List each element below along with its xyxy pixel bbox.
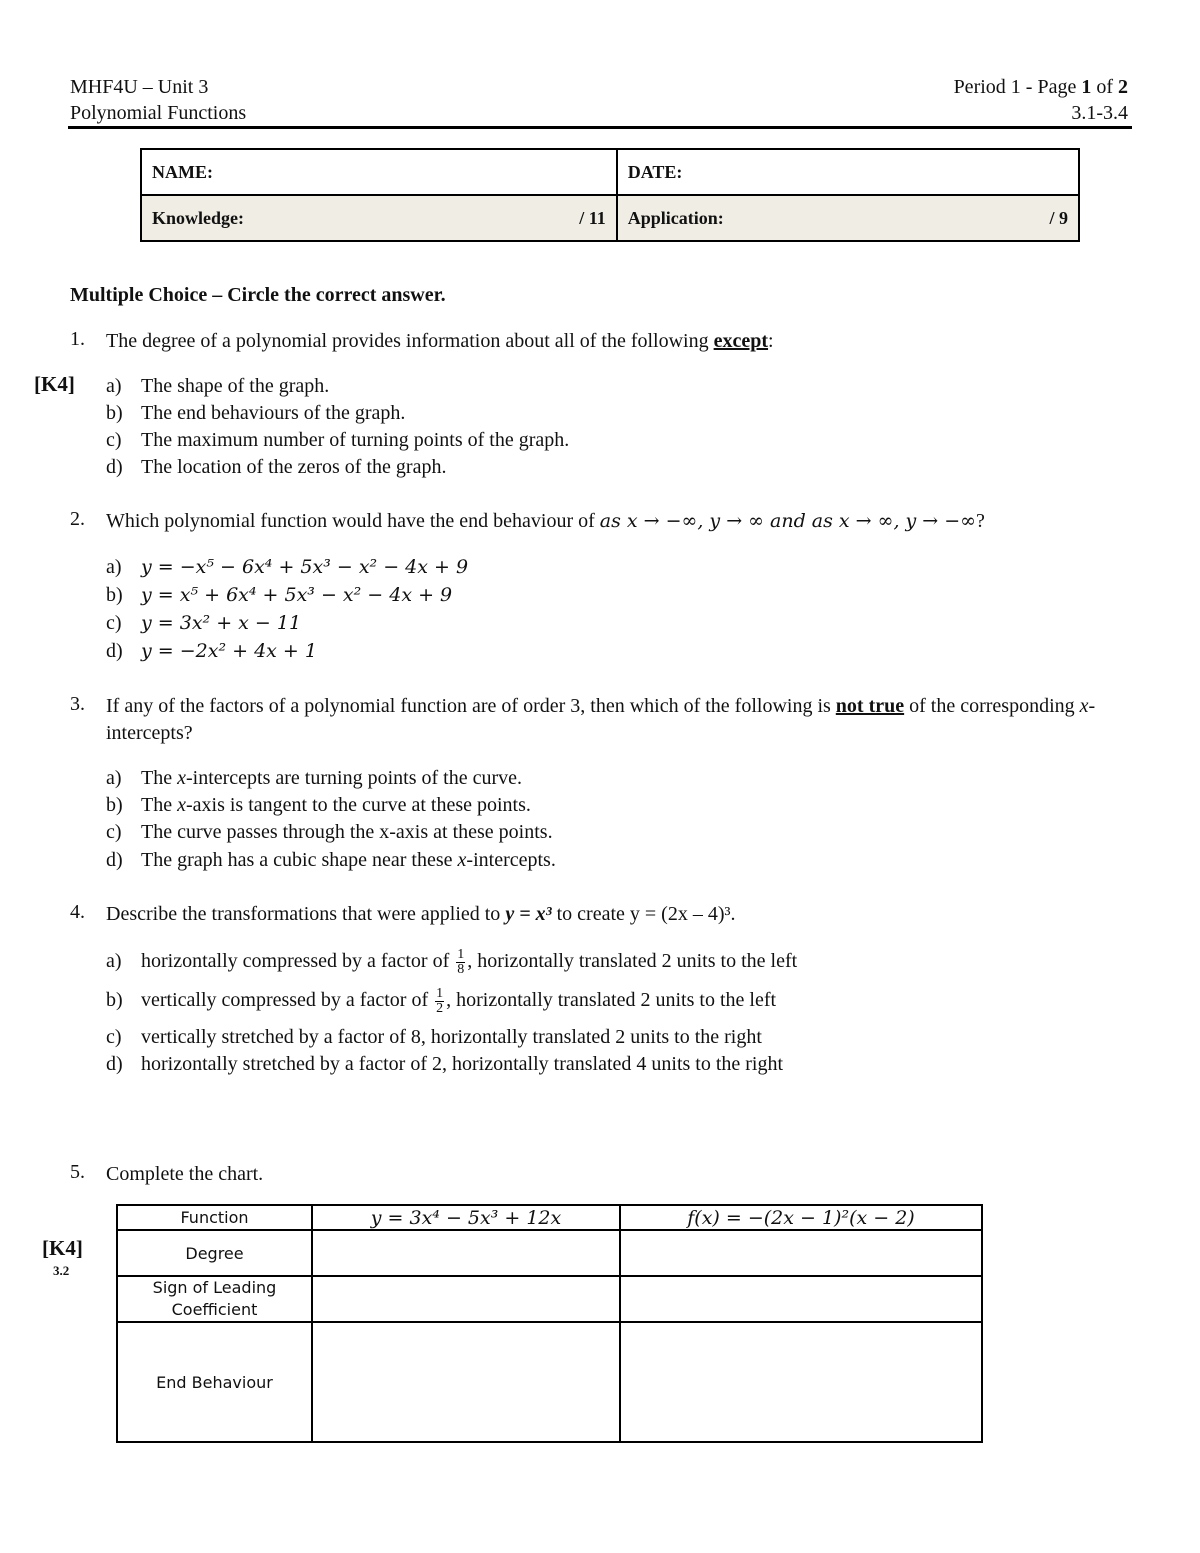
chart-row-leading-sign: Sign of Leading Coefficient [117,1276,312,1322]
chart-row-end-behaviour: End Behaviour [117,1322,312,1442]
chart-row-degree: Degree [117,1230,312,1276]
q1-option-d[interactable]: d) The location of the zeros of the graph. [106,456,447,478]
chart-cell-end-1[interactable] [312,1322,620,1442]
polynomial-chart [116,1204,983,1443]
chart-header-function-1: y = 3x⁴ − 5x³ + 12x [312,1205,620,1230]
q4-option-b[interactable]: b) vertically compressed by a factor of $\frac{1}{2}$ , horizontally translated 2 units to the left [106,986,777,1016]
chart-cell-sign-1[interactable] [312,1276,620,1322]
q4-b-fraction: $\frac{1}{2}$ [436,986,444,1016]
header-divider [68,126,1132,129]
q1-option-b[interactable]: b) The end behaviours of the graph. [106,402,406,424]
q2-number: 2. [70,508,85,530]
q1-text: The degree of a polynomial provides information about all of the following except: [106,330,774,352]
q3-option-d[interactable]: d) The graph has a cubic shape near these x-intercepts. [106,849,556,871]
q2-option-d[interactable]: d) y = −2x² + 4x + 1 [106,640,317,662]
knowledge-score: / 11 [579,207,606,228]
q3-number: 3. [70,693,85,715]
q4-number: 4. [70,901,85,923]
q2-option-b[interactable]: b) y = x⁵ + 6x⁴ + 5x³ − x² − 4x + 9 [106,584,453,606]
q4-text: Describe the transformations that were applied to y = x³ to create y = (2x – 4)³. [106,903,736,925]
header-left [70,74,246,126]
course-code: MHF4U – Unit 3 [70,76,209,98]
knowledge-field: Knowledge: / 11 [141,195,617,241]
chart-header-function-2: f(x) = −(2x − 1)²(x − 2) [620,1205,982,1230]
q2-end-behaviour: as x → −∞, y → ∞ and as x → ∞, y → −∞ [599,510,977,532]
page-indicator: Period 1 - Page 1 of 2 [953,76,1128,98]
q1-number: 1. [70,328,85,350]
q5-text: Complete the chart. [106,1163,264,1185]
q4-a-fraction: $\frac{1}{8}$ [457,947,465,977]
q2-option-c[interactable]: c) y = 3x² + x − 11 [106,612,302,634]
q4-option-a[interactable]: a) horizontally compressed by a factor of $\frac{1}{8}$ , horizontally translated 2 units to the left [106,947,798,977]
q5-number: 5. [70,1161,85,1183]
student-info-table [140,148,1080,242]
chart-cell-degree-2[interactable] [620,1230,982,1276]
unit-name: Polynomial Functions [70,102,247,124]
q1-option-a[interactable]: a) The shape of the graph. [106,375,330,397]
chart-header-function: Function [117,1205,312,1230]
q3-text: If any of the factors of a polynomial function are of order 3, then which of the following is not true of the corresponding x-intercepts? [106,695,1096,744]
section-range: 3.1-3.4 [1071,102,1128,124]
q4-target-function: y = (2x – 4)³ [629,903,731,925]
chart-cell-degree-1[interactable] [312,1230,620,1276]
header-right [954,74,1128,126]
q4-option-d[interactable]: d) horizontally stretched by a factor of 2, horizontally translated 4 units to the right [106,1053,784,1075]
q4-option-c[interactable]: c) vertically stretched by a factor of 8, horizontally translated 2 units to the right [106,1026,762,1048]
chart-cell-end-2[interactable] [620,1322,982,1442]
q1-knowledge-tag: [K4] [34,372,75,396]
q5-knowledge-tag: [K4] [42,1236,83,1260]
q3-option-a[interactable]: a) The x-intercepts are turning points of the curve. [106,767,522,789]
q1-option-c[interactable]: c) The maximum number of turning points of the graph. [106,429,570,451]
application-field: Application: / 9 [617,195,1079,241]
q3-option-c[interactable]: c) The curve passes through the x-axis at these points. [106,821,553,843]
section-title: Multiple Choice – Circle the correct answer. [70,284,446,306]
q3-option-b[interactable]: b) The x-axis is tangent to the curve at these points. [106,794,531,816]
q4-base-function: y = x³ [505,903,552,925]
q2-option-a[interactable]: a) y = −x⁵ − 6x⁴ + 5x³ − x² − 4x + 9 [106,556,469,578]
chart-cell-sign-2[interactable] [620,1276,982,1322]
date-field[interactable]: DATE: [617,149,1079,195]
q5-section-tag: 3.2 [53,1263,70,1278]
name-field[interactable]: NAME: [141,149,617,195]
q2-text: Which polynomial function would have the end behaviour of as x → −∞, y → ∞ and as x → ∞, y → −∞? [106,510,985,532]
application-score: / 9 [1049,207,1068,228]
